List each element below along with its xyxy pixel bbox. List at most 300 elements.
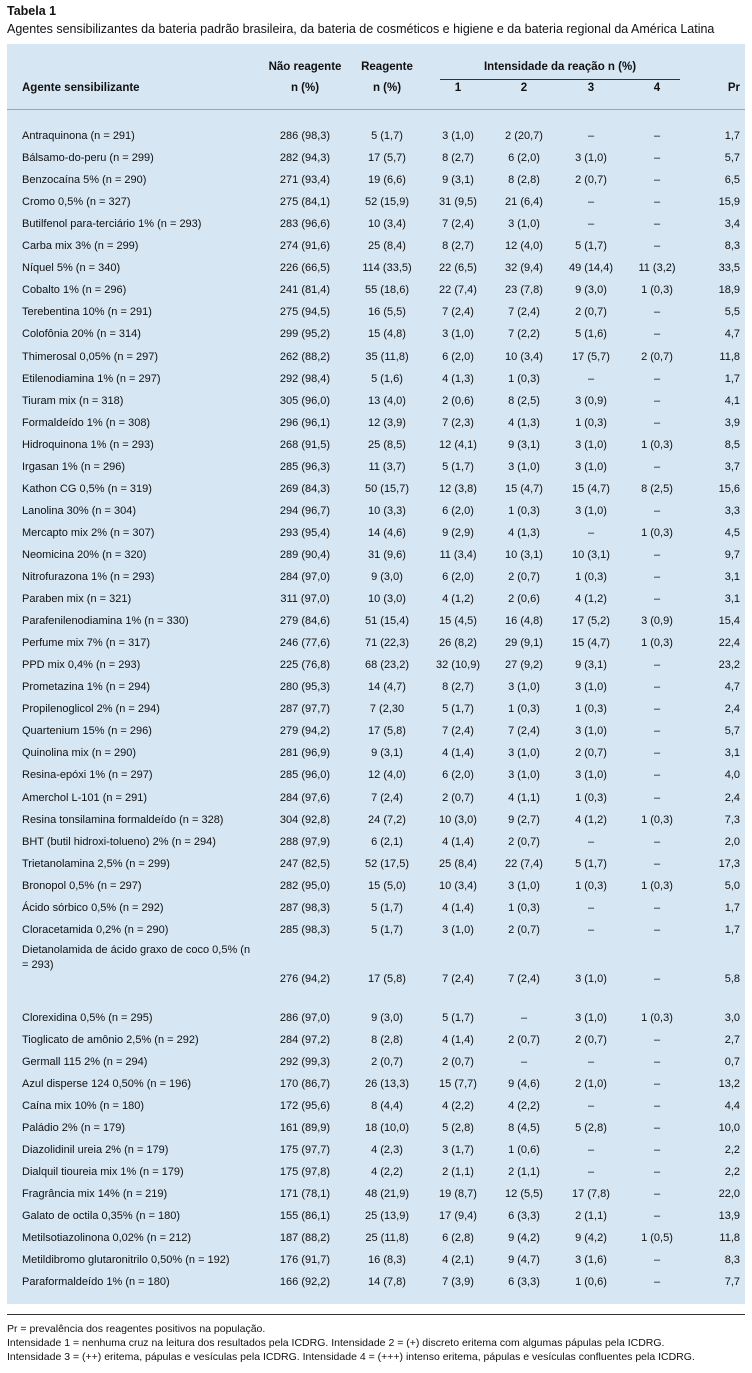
intensity-2-cell: 9 (2,7)	[508, 813, 540, 826]
intensity-1-cell: 3 (1,7)	[442, 1144, 474, 1157]
intensity-3-cell: 2 (0,7)	[575, 306, 607, 319]
intensity-2-cell: 15 (4,7)	[505, 482, 543, 495]
non-reactive-cell: 225 (76,8)	[279, 659, 331, 672]
agent-cell: Metilsotiazolinona 0,02% (n = 212)	[22, 1232, 192, 1245]
intensity-3-cell: –	[587, 1055, 595, 1068]
non-reactive-cell: 282 (95,0)	[279, 879, 331, 892]
table-row	[7, 610, 745, 632]
intensity-1-cell: 22 (7,4)	[439, 284, 477, 297]
intensity-3-cell: 4 (1,2)	[575, 813, 607, 826]
intensity-1-cell: 4 (2,2)	[442, 1100, 474, 1113]
pr-cell: 23,2	[718, 659, 740, 672]
header-pr: Pr	[727, 82, 740, 94]
reactive-cell: 6 (2,1)	[371, 835, 403, 848]
intensity-1-cell: 7 (3,9)	[442, 1276, 474, 1289]
pr-cell: 22,4	[718, 637, 740, 650]
reactive-cell: 55 (18,6)	[364, 284, 410, 297]
agent-cell: Neomicina 20% (n = 320)	[22, 548, 147, 561]
non-reactive-cell: 281 (96,9)	[279, 747, 331, 760]
intensity-3-cell: 1 (0,3)	[575, 791, 607, 804]
intensity-2-cell: 4 (1,3)	[508, 526, 540, 539]
reactive-cell: 4 (2,2)	[371, 1166, 403, 1179]
intensity-4-cell: –	[653, 1188, 661, 1201]
intensity-1-cell: 8 (2,7)	[442, 681, 474, 694]
intensity-4-cell: 1 (0,3)	[641, 1011, 673, 1024]
intensity-3-cell: –	[587, 1166, 595, 1179]
agent-cell: Nitrofurazona 1% (n = 293)	[22, 571, 155, 583]
table-title: Tabela 1	[7, 4, 57, 18]
pr-cell: 8,5	[724, 438, 740, 451]
table-caption: Agentes sensibilizantes da bateria padrão brasileira, da bateria de cosméticos e higiene e da bateria regional da América Latina	[7, 22, 715, 36]
table-row	[7, 412, 745, 434]
agent-cell: Lanolina 30% (n = 304)	[22, 504, 137, 517]
non-reactive-cell: 241 (81,4)	[279, 284, 331, 297]
reactive-cell: 24 (7,2)	[368, 813, 406, 826]
pr-cell: 2,0	[724, 835, 740, 848]
agent-cell: Thimerosal 0,05% (n = 297)	[22, 350, 159, 363]
table-row	[7, 478, 745, 500]
intensity-4-cell: –	[653, 504, 661, 517]
pr-cell: 4,5	[724, 526, 740, 539]
intensity-1-cell: 9 (3,1)	[442, 174, 474, 187]
pr-cell: 4,7	[724, 681, 740, 694]
intensity-3-cell: 3 (1,0)	[575, 152, 607, 165]
pr-cell: 2,4	[724, 791, 740, 804]
intensity-3-cell: 3 (1,0)	[575, 460, 607, 473]
intensity-2-cell: 16 (4,8)	[505, 615, 543, 628]
non-reactive-cell: 286 (97,0)	[279, 1011, 331, 1024]
non-reactive-cell: 284 (97,2)	[279, 1033, 331, 1046]
intensity-2-cell: 9 (4,7)	[508, 1254, 540, 1267]
intensity-4-cell: –	[653, 703, 661, 716]
intensity-1-cell: 7 (2,3)	[442, 416, 474, 429]
intensity-3-cell: –	[587, 901, 595, 914]
intensity-1-cell: 6 (2,0)	[442, 350, 474, 363]
agent-cell: Quartenium 15% (n = 296)	[22, 725, 152, 738]
pr-cell: 5,5	[724, 306, 740, 319]
intensity-3-cell: 10 (3,1)	[572, 548, 610, 561]
non-reactive-cell: 279 (84,6)	[279, 615, 331, 628]
table-row	[7, 213, 745, 235]
non-reactive-cell: 294 (96,7)	[279, 504, 331, 517]
agent-cell: Colofônia 20% (n = 314)	[22, 328, 141, 341]
reactive-cell: 31 (9,6)	[368, 548, 406, 561]
table-row	[7, 1029, 745, 1051]
reactive-cell: 48 (21,9)	[364, 1188, 410, 1201]
non-reactive-cell: 176 (91,7)	[279, 1254, 331, 1267]
agent-cell: Cromo 0,5% (n = 327)	[22, 196, 131, 209]
reactive-cell: 19 (6,6)	[368, 174, 406, 187]
intensity-3-cell: 1 (0,6)	[575, 1276, 607, 1289]
pr-cell: 3,1	[724, 571, 740, 583]
intensity-2-cell: 4 (1,3)	[508, 416, 540, 429]
intensity-1-cell: 4 (1,4)	[442, 1033, 474, 1046]
intensity-2-cell: 3 (1,0)	[508, 460, 540, 473]
intensity-4-cell: –	[653, 130, 661, 142]
agent-cell: Antraquinona (n = 291)	[22, 130, 135, 142]
reactive-cell: 26 (13,3)	[364, 1078, 410, 1090]
non-reactive-cell: 284 (97,6)	[279, 791, 331, 804]
intensity-4-cell: –	[653, 174, 661, 187]
non-reactive-cell: 247 (82,5)	[279, 857, 331, 870]
non-reactive-cell: 289 (90,4)	[279, 548, 331, 561]
reactive-cell: 25 (11,8)	[365, 1232, 409, 1245]
table-row	[7, 742, 745, 764]
intensity-4-cell: –	[653, 791, 661, 804]
reactive-cell: 5 (1,6)	[371, 372, 403, 385]
intensity-4-cell: –	[653, 571, 661, 583]
intensity-2-cell: 12 (5,5)	[505, 1188, 543, 1201]
table-row	[7, 1051, 745, 1073]
intensity-1-cell: 4 (1,2)	[442, 593, 474, 606]
agent-cell: Mercapto mix 2% (n = 307)	[22, 526, 155, 539]
intensity-2-cell: 9 (3,1)	[508, 438, 540, 451]
agent-cell: Perfume mix 7% (n = 317)	[22, 637, 151, 650]
agent-cell: Butilfenol para-terciário 1% (n = 293)	[22, 218, 202, 231]
intensity-4-cell: 8 (2,5)	[641, 482, 673, 495]
intensity-4-cell: –	[653, 460, 661, 473]
intensity-3-cell: 3 (1,0)	[575, 504, 607, 517]
table-row	[7, 500, 745, 522]
table-row	[7, 257, 745, 279]
pr-cell: 2,2	[724, 1166, 740, 1179]
table-row	[7, 1139, 745, 1161]
non-reactive-cell: 304 (92,8)	[279, 813, 331, 826]
intensity-2-cell: 1 (0,3)	[508, 901, 540, 914]
reactive-cell: 5 (1,7)	[371, 923, 403, 936]
table-row	[7, 853, 745, 875]
table-row	[7, 301, 745, 323]
intensity-4-cell: –	[653, 1254, 661, 1267]
pr-cell: 3,1	[724, 593, 740, 606]
intensity-4-cell: –	[653, 372, 661, 385]
intensity-1-cell: 19 (8,7)	[439, 1188, 477, 1201]
intensity-4-cell: 1 (0,3)	[641, 284, 673, 297]
intensity-2-cell: 22 (7,4)	[505, 857, 543, 870]
intensity-3-cell: 5 (2,8)	[575, 1122, 607, 1135]
reactive-cell: 51 (15,4)	[364, 615, 410, 628]
agent-cell: Metildibromo glutaronitrilo 0,50% (n = 192)	[22, 1254, 230, 1267]
agent-cell: Cloracetamida 0,2% (n = 290)	[22, 923, 169, 936]
intensity-4-cell: 3 (0,9)	[641, 615, 673, 628]
intensity-1-cell: 7 (2,4)	[442, 725, 474, 738]
table-row	[7, 323, 745, 345]
non-reactive-cell: 271 (93,4)	[279, 174, 331, 187]
intensity-1-cell: 7 (2,4)	[442, 306, 474, 319]
intensity-3-cell: 5 (1,7)	[575, 857, 607, 870]
table-row	[7, 1161, 745, 1183]
intensity-4-cell: –	[653, 1144, 661, 1157]
intensity-2-cell: 23 (7,8)	[505, 284, 543, 297]
header-agent: Agente sensibilizante	[22, 82, 140, 94]
agent-cell: Prometazina 1% (n = 294)	[22, 681, 151, 694]
intensity-4-cell: 11 (3,2)	[638, 262, 676, 275]
intensity-1-cell: 5 (2,8)	[442, 1122, 474, 1135]
intensity-1-cell: 8 (2,7)	[442, 240, 474, 253]
intensity-4-cell: –	[653, 328, 661, 341]
intensity-4-cell: 1 (0,3)	[641, 637, 673, 650]
intensity-3-cell: 15 (4,7)	[572, 482, 610, 495]
intensity-3-cell: 1 (0,3)	[575, 879, 607, 892]
intensity-3-cell: –	[587, 372, 595, 385]
intensity-3-cell: 1 (0,3)	[575, 416, 607, 429]
non-reactive-cell: 268 (91,5)	[279, 438, 331, 451]
pr-cell: 15,4	[718, 615, 740, 628]
agent-cell: Dialquil tioureia mix 1% (n = 179)	[22, 1166, 184, 1179]
intensity-3-cell: –	[587, 835, 595, 848]
pr-cell: 5,8	[724, 972, 740, 985]
table-row	[7, 809, 745, 831]
table-row	[7, 1227, 745, 1249]
intensity-1-cell: 32 (10,9)	[435, 659, 481, 672]
intensity-1-cell: 7 (2,4)	[442, 218, 474, 231]
intensity-4-cell: –	[653, 725, 661, 738]
pr-cell: 10,0	[718, 1122, 740, 1135]
intensity-4-cell: –	[653, 218, 661, 231]
agent-cell: Etilenodiamina 1% (n = 297)	[22, 372, 161, 385]
intensity-3-cell: –	[587, 196, 595, 209]
agent-cell: Cobalto 1% (n = 296)	[22, 284, 127, 297]
intensity-2-cell: 1 (0,3)	[508, 703, 540, 716]
agent-cell: Tioglicato de amônio 2,5% (n = 292)	[22, 1033, 199, 1046]
reactive-cell: 25 (8,5)	[368, 438, 406, 451]
pr-cell: 1,7	[724, 923, 740, 936]
reactive-cell: 5 (1,7)	[371, 130, 403, 142]
intensity-4-cell: –	[653, 857, 661, 870]
table-row	[7, 1183, 745, 1205]
table-row	[7, 919, 745, 941]
pr-cell: 2,4	[724, 703, 740, 716]
reactive-cell: 10 (3,4)	[368, 218, 406, 231]
non-reactive-cell: 285 (98,3)	[279, 923, 331, 936]
footnote-intensity-3-4: Intensidade 3 = (++) eritema, pápulas e vesículas pela ICDRG. Intensidade 4 = (+++) intenso eritema, pápulas e vesículas confluentes pela ICDRG.	[7, 1351, 695, 1363]
intensity-3-cell: –	[587, 526, 595, 539]
table-row	[7, 125, 745, 147]
intensity-2-cell: 10 (3,4)	[505, 350, 543, 363]
intensity-1-cell: 4 (1,4)	[442, 901, 474, 914]
intensity-2-cell: 8 (2,5)	[508, 394, 540, 407]
non-reactive-cell: 175 (97,8)	[279, 1166, 331, 1179]
intensity-3-cell: 2 (1,0)	[575, 1078, 607, 1090]
intensity-2-cell: 6 (3,3)	[508, 1276, 540, 1289]
non-reactive-cell: 187 (88,2)	[279, 1232, 331, 1245]
pr-cell: 8,3	[724, 240, 740, 253]
non-reactive-cell: 287 (97,7)	[279, 703, 331, 716]
intensity-3-cell: –	[587, 218, 595, 231]
reactive-cell: 16 (5,5)	[368, 306, 406, 319]
intensity-1-cell: 10 (3,4)	[439, 879, 477, 892]
table-row	[7, 191, 745, 213]
intensity-3-cell: 5 (1,7)	[575, 240, 607, 253]
intensity-1-cell: 2 (0,7)	[442, 791, 474, 804]
table-row	[7, 434, 745, 456]
intensity-1-cell: 10 (3,0)	[439, 813, 477, 826]
agent-cell: Caína mix 10% (n = 180)	[22, 1100, 144, 1113]
pr-cell: 4,7	[724, 328, 740, 341]
intensity-1-cell: 4 (1,4)	[442, 835, 474, 848]
intensity-3-cell: –	[587, 923, 595, 936]
intensity-3-cell: 2 (0,7)	[575, 174, 607, 187]
intensity-1-cell: 12 (4,1)	[439, 438, 477, 451]
intensity-1-cell: 2 (1,1)	[442, 1166, 474, 1179]
intensity-3-cell: 9 (3,1)	[575, 659, 607, 672]
non-reactive-cell: 292 (98,4)	[279, 372, 331, 385]
intensity-2-cell: 4 (2,2)	[508, 1100, 540, 1113]
intensity-1-cell: 6 (2,0)	[442, 571, 474, 583]
reactive-cell: 9 (3,1)	[371, 747, 403, 760]
intensity-1-cell: 3 (1,0)	[442, 923, 474, 936]
reactive-cell: 12 (3,9)	[368, 416, 406, 429]
non-reactive-cell: 282 (94,3)	[279, 152, 331, 165]
reactive-cell: 17 (5,8)	[368, 972, 406, 985]
agent-cell: Galato de octila 0,35% (n = 180)	[22, 1210, 181, 1223]
intensity-4-cell: –	[653, 923, 661, 936]
intensity-4-cell: 1 (0,3)	[641, 813, 673, 826]
agent-cell: PPD mix 0,4% (n = 293)	[22, 659, 141, 672]
reactive-cell: 14 (4,6)	[368, 526, 406, 539]
pr-cell: 4,1	[724, 394, 740, 407]
non-reactive-cell: 284 (97,0)	[279, 571, 331, 583]
pr-cell: 11,8	[719, 1232, 740, 1245]
reactive-cell: 50 (15,7)	[364, 482, 410, 495]
table-row	[7, 390, 745, 412]
table-row	[7, 897, 745, 919]
intensity-4-cell: –	[653, 972, 661, 985]
intensity-2-cell: 3 (1,0)	[508, 681, 540, 694]
intensity-1-cell: 3 (1,0)	[442, 130, 474, 142]
intensity-2-cell: 4 (1,1)	[508, 791, 540, 804]
pr-cell: 22,0	[718, 1188, 740, 1201]
intensity-4-cell: –	[653, 1210, 661, 1223]
intensity-3-cell: 3 (1,0)	[575, 769, 607, 782]
intensity-1-cell: 3 (1,0)	[442, 328, 474, 341]
pr-cell: 3,3	[724, 504, 740, 517]
non-reactive-cell: 292 (99,3)	[279, 1055, 331, 1068]
reactive-cell: 9 (3,0)	[371, 1011, 403, 1024]
reactive-cell: 5 (1,7)	[371, 901, 403, 914]
agent-cell: Bálsamo-do-peru (n = 299)	[22, 152, 154, 165]
table-row	[7, 875, 745, 897]
pr-cell: 4,4	[724, 1100, 740, 1113]
agent-cell: Amerchol L-101 (n = 291)	[22, 791, 148, 804]
non-reactive-cell: 299 (95,2)	[279, 328, 331, 341]
pr-cell: 3,4	[724, 218, 740, 231]
agent-cell: Dietanolamida de ácido graxo de coco 0,5% (n = 293)	[22, 943, 251, 971]
intensity-3-cell: 9 (3,0)	[575, 284, 607, 297]
pr-cell: 3,0	[724, 1011, 740, 1024]
intensity-2-cell: 32 (9,4)	[505, 262, 543, 275]
footnote-intensity-1-2: Intensidade 1 = nenhuma cruz na leitura dos resultados pela ICDRG. Intensidade 2 = (+) discreto eritema com algumas pápulas pela ICDRG.	[7, 1337, 665, 1349]
reactive-cell: 14 (4,7)	[368, 681, 406, 694]
intensity-2-cell: –	[520, 1011, 528, 1024]
non-reactive-cell: 293 (95,4)	[279, 526, 331, 539]
intensity-3-cell: 2 (0,7)	[575, 747, 607, 760]
intensity-2-cell: 9 (4,2)	[508, 1232, 540, 1245]
intensity-4-cell: –	[653, 835, 661, 848]
non-reactive-cell: 166 (92,2)	[279, 1276, 331, 1289]
intensity-4-cell: –	[653, 240, 661, 253]
table-row	[7, 1249, 745, 1271]
intensity-4-cell: 1 (0,3)	[641, 526, 673, 539]
non-reactive-cell: 155 (86,1)	[279, 1210, 331, 1223]
non-reactive-cell: 283 (96,6)	[279, 218, 331, 231]
intensity-2-cell: 27 (9,2)	[505, 659, 543, 672]
reactive-cell: 10 (3,3)	[368, 504, 406, 517]
reactive-cell: 12 (4,0)	[368, 769, 406, 782]
intensity-3-cell: –	[587, 1100, 595, 1113]
intensity-3-cell: 17 (7,8)	[572, 1188, 610, 1201]
intensity-4-cell: –	[653, 659, 661, 672]
intensity-3-cell: 2 (0,7)	[575, 1033, 607, 1046]
agent-cell: Resina-epóxi 1% (n = 297)	[22, 769, 153, 782]
agent-cell: BHT (butil hidroxi-tolueno) 2% (n = 294)	[22, 835, 216, 848]
non-reactive-cell: 305 (96,0)	[279, 394, 331, 407]
reactive-cell: 13 (4,0)	[368, 394, 406, 407]
reactive-cell: 17 (5,7)	[368, 152, 406, 165]
intensity-2-cell: 1 (0,3)	[508, 372, 540, 385]
pr-cell: 17,3	[718, 857, 740, 870]
intensity-3-cell: –	[587, 130, 595, 142]
intensity-4-cell: –	[653, 769, 661, 782]
header-reactive: Reagente	[361, 61, 413, 73]
header-intensity-4: 4	[653, 82, 661, 94]
intensity-2-cell: 10 (3,1)	[505, 548, 543, 561]
intensity-3-cell: 17 (5,2)	[572, 615, 610, 628]
intensity-2-cell: 8 (2,8)	[508, 174, 540, 187]
pr-cell: 3,1	[724, 747, 740, 760]
intensity-4-cell: –	[653, 901, 661, 914]
intensity-4-cell: –	[653, 1055, 661, 1068]
table-row	[7, 1205, 745, 1227]
table-row	[7, 588, 745, 610]
header-intensity-3: 3	[587, 82, 595, 94]
intensity-1-cell: 6 (2,0)	[442, 769, 474, 782]
intensity-2-cell: 2 (1,1)	[508, 1166, 540, 1179]
intensity-2-cell: 2 (0,7)	[508, 923, 540, 936]
intensity-3-cell: 9 (4,2)	[575, 1232, 607, 1245]
agent-cell: Paládio 2% (n = 179)	[22, 1122, 126, 1135]
reactive-cell: 114 (33,5)	[362, 262, 412, 275]
intensity-1-cell: 6 (2,8)	[442, 1232, 474, 1245]
intensity-2-cell: 2 (0,6)	[508, 593, 540, 606]
pr-cell: 3,7	[724, 460, 740, 473]
table-row	[7, 764, 745, 786]
intensity-3-cell: 3 (0,9)	[575, 394, 607, 407]
intensity-1-cell: 2 (0,6)	[442, 394, 474, 407]
intensity-2-cell: 3 (1,0)	[508, 218, 540, 231]
non-reactive-cell: 279 (94,2)	[279, 725, 331, 738]
reactive-cell: 8 (4,4)	[371, 1100, 403, 1113]
non-reactive-cell: 311 (97,0)	[280, 593, 330, 606]
reactive-cell: 71 (22,3)	[364, 637, 410, 650]
intensity-3-cell: 4 (1,2)	[575, 593, 607, 606]
intensity-3-cell: 49 (14,4)	[568, 262, 614, 275]
pr-cell: 11,8	[719, 350, 740, 363]
intensity-1-cell: 6 (2,0)	[442, 504, 474, 517]
intensity-4-cell: –	[653, 306, 661, 319]
reactive-cell: 52 (17,5)	[364, 857, 410, 870]
agent-cell: Tiuram mix (n = 318)	[22, 394, 124, 407]
non-reactive-cell: 276 (94,2)	[279, 972, 331, 985]
reactive-cell: 68 (23,2)	[364, 659, 410, 672]
non-reactive-cell: 171 (78,1)	[279, 1188, 331, 1201]
pr-cell: 13,2	[718, 1078, 740, 1090]
agent-cell: Terebentina 10% (n = 291)	[22, 306, 152, 319]
non-reactive-cell: 275 (84,1)	[279, 196, 331, 209]
intensity-2-cell: 6 (3,3)	[508, 1210, 540, 1223]
table-row	[7, 566, 745, 588]
pr-cell: 1,7	[724, 372, 740, 385]
